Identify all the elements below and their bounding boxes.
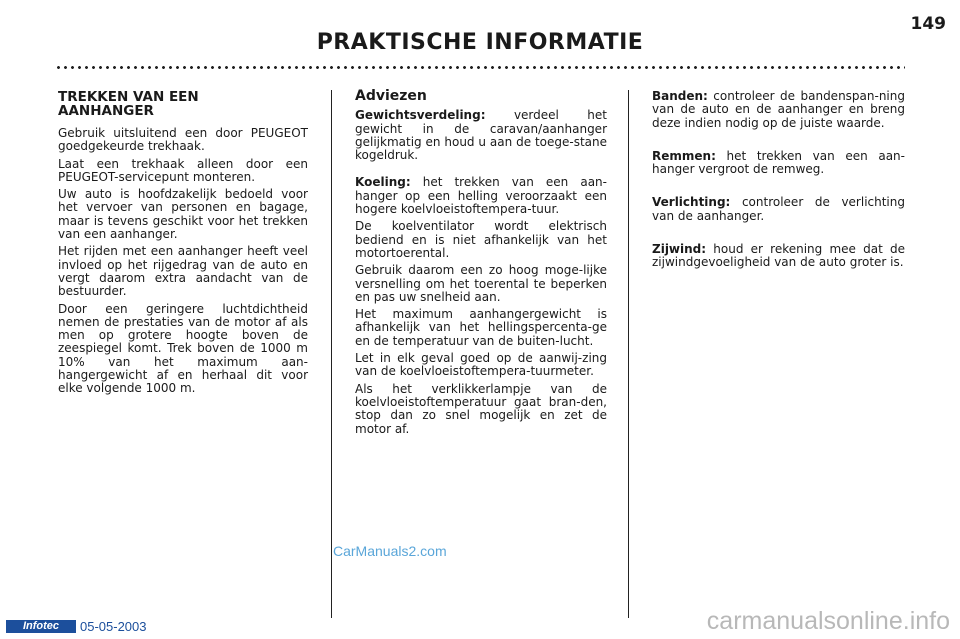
watermark-link[interactable]: CarManuals2.com xyxy=(333,543,447,559)
cooling-paragraph xyxy=(355,176,607,216)
weight-paragraph xyxy=(355,109,607,162)
paragraph: De koelventilator wordt elektrisch bediend en is niet afhankelijk van het motortoerental. xyxy=(355,219,607,260)
term-weight: Gewichtsverdeling: xyxy=(355,108,486,123)
infotec-logo: Infotec xyxy=(6,620,76,633)
tyres-paragraph xyxy=(652,90,905,130)
term-tyres: Banden: xyxy=(652,89,708,103)
footer-site-watermark[interactable]: carmanualsonline.info xyxy=(706,607,950,635)
paragraph: Het maximum aanhangergewicht is afhankelijk van het hellingspercenta-ge en de temperatuur van de buiten-lucht. xyxy=(355,307,607,348)
paragraph: Laat een trekhaak alleen door een PEUGEOT-servicepunt monteren. xyxy=(58,156,308,184)
lighting-paragraph xyxy=(652,196,905,223)
footer-date: 05-05-2003 xyxy=(80,619,147,634)
paragraph: Gebruik uitsluitend een door PEUGEOT goedgekeurde trekhaak. xyxy=(58,126,308,154)
crosswind-paragraph xyxy=(652,243,905,270)
paragraph: Het rijden met een aanhanger heeft veel invloed op het rijgedrag van de auto en vergt daarom extra aandacht van de bestuurder. xyxy=(58,244,308,299)
section-heading-towing: TREKKEN VAN EEN AANHANGER xyxy=(58,89,199,119)
brakes-paragraph xyxy=(652,150,905,177)
term-brakes-text: het trekken van een aan-hanger vergroot de remweg. xyxy=(652,148,905,177)
term-crosswind-text: houd er rekening mee dat de zijwindgevoeligheid van de auto groter is. xyxy=(652,242,905,270)
page-number: 149 xyxy=(910,14,946,34)
column-advice xyxy=(355,90,607,440)
term-lighting: Verlichting: xyxy=(652,195,731,210)
page-title: PRAKTISCHE INFORMATIE xyxy=(316,30,644,55)
paragraph: Gebruik daarom een zo hoog moge-lijke versnelling om het toerental te beperken en pas uw snelheid aan. xyxy=(355,263,607,304)
paragraph: Als het verklikkerlampje van de koelvloeistoftemperatuur gaat bran-den, stop dan zo snel mogelijk en zet de motor af. xyxy=(355,381,607,436)
column-divider xyxy=(628,90,629,618)
term-weight-text: verdeel het gewicht in de caravan/aanhanger gelijkmatig en houd u aan de toege-stane kogeldruk. xyxy=(355,108,607,163)
term-brakes: Remmen: xyxy=(652,148,716,163)
term-cooling: Koeling: xyxy=(355,175,411,190)
paragraph: Door een geringere luchtdichtheid nemen de prestaties van de motor af als men op grotere hoogte boven de zeespiegel komt. Trek boven de 1000 m 10% van het maximum aan-hangergewicht af en herhaal dit voor elke volgende 1000 m. xyxy=(58,301,308,396)
term-cooling-text: het trekken van een aan-hanger op een helling veroorzaakt een hogere koelvloeistoftempera-tuur. xyxy=(355,175,607,217)
column-towing xyxy=(58,90,308,400)
column-checks xyxy=(652,90,905,274)
paragraph: Let in elk geval goed op de aanwij-zing van de koelvloeistoftempera-tuurmeter. xyxy=(355,351,607,379)
term-tyres-text: controleer de bandenspan-ning van de auto en de aanhanger en breng deze indien nodig op de juiste waarde. xyxy=(652,89,905,130)
paragraph: Uw auto is hoofdzakelijk bedoeld voor het vervoer van personen en bagage, maar is tevens geschikt voor het trekken van een aanhanger. xyxy=(58,187,308,242)
column-divider xyxy=(331,90,332,618)
section-heading-advice: Adviezen xyxy=(355,88,427,104)
term-lighting-text: controleer de verlichting van de aanhanger. xyxy=(652,195,905,223)
dotted-divider xyxy=(55,65,905,70)
term-crosswind: Zijwind: xyxy=(652,242,707,257)
